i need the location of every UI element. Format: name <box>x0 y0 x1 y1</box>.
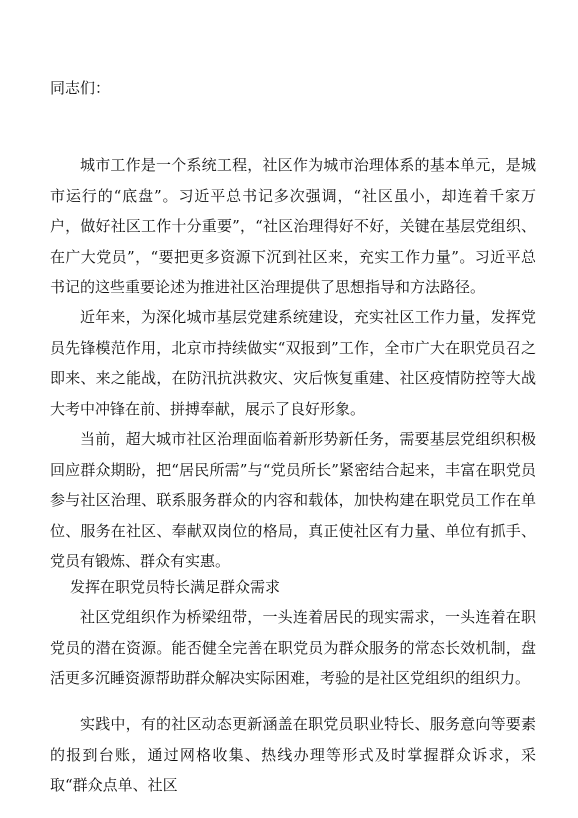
section-paragraph-1: 社区党组织作为桥梁纽带，一头连着居民的现实需求，一头连着在职党员的潜在资源。能否健全完善在职党员为群众服务的常态长效机制，盘活更多沉睡资源帮助群众解决实际困难，考验的是社区党组织的组织力。 <box>50 608 536 687</box>
paragraph-3: 当前，超大城市社区治理面临着新形势新任务，需要基层党组织积极回应群众期盼，把“居民所需”与“党员所长”紧密结合起来，丰富在职党员参与社区治理、联系服务群众的内容和载体，加快构建在职党员工作在单位、服务在社区、奉献双岗位的格局，真正使社区有力量、单位有抓手、党员有锻炼、群众有实惠。 <box>50 430 536 570</box>
paragraph-2: 近年来，为深化城市基层党建系统建设，充实社区工作力量，发挥党员先锋模范作用，北京市持续做实“双报到”工作，全市广大在职党员召之即来、来之能战，在防汛抗洪救灾、灾后恢复重建、社区疫情防控等大战大考中冲锋在前、拼搏奉献，展示了良好形象。 <box>50 308 536 418</box>
section-heading: 发挥在职党员特长满足群众需求 <box>70 578 281 596</box>
paragraph-1: 城市工作是一个系统工程，社区作为城市治理体系的基本单元，是城市运行的“底盘”。习近平总书记多次强调，“社区虽小，却连着千家万户，做好社区工作十分重要”，“社区治理得好不好，关键在基层党组织、在广大党员”，“要把更多资源下沉到社区来，充实工作力量”。习近平总书记的这些重要论述为推进社区治理提供了思想指导和方法路径。 <box>50 156 536 296</box>
section-paragraph-2: 实践中，有的社区动态更新涵盖在职党员职业特长、服务意向等要素的报到台账，通过网格收集、热线办理等形式及时掌握群众诉求，采取“群众点单、社区 <box>50 715 536 794</box>
salutation: 同志们： <box>50 79 111 97</box>
